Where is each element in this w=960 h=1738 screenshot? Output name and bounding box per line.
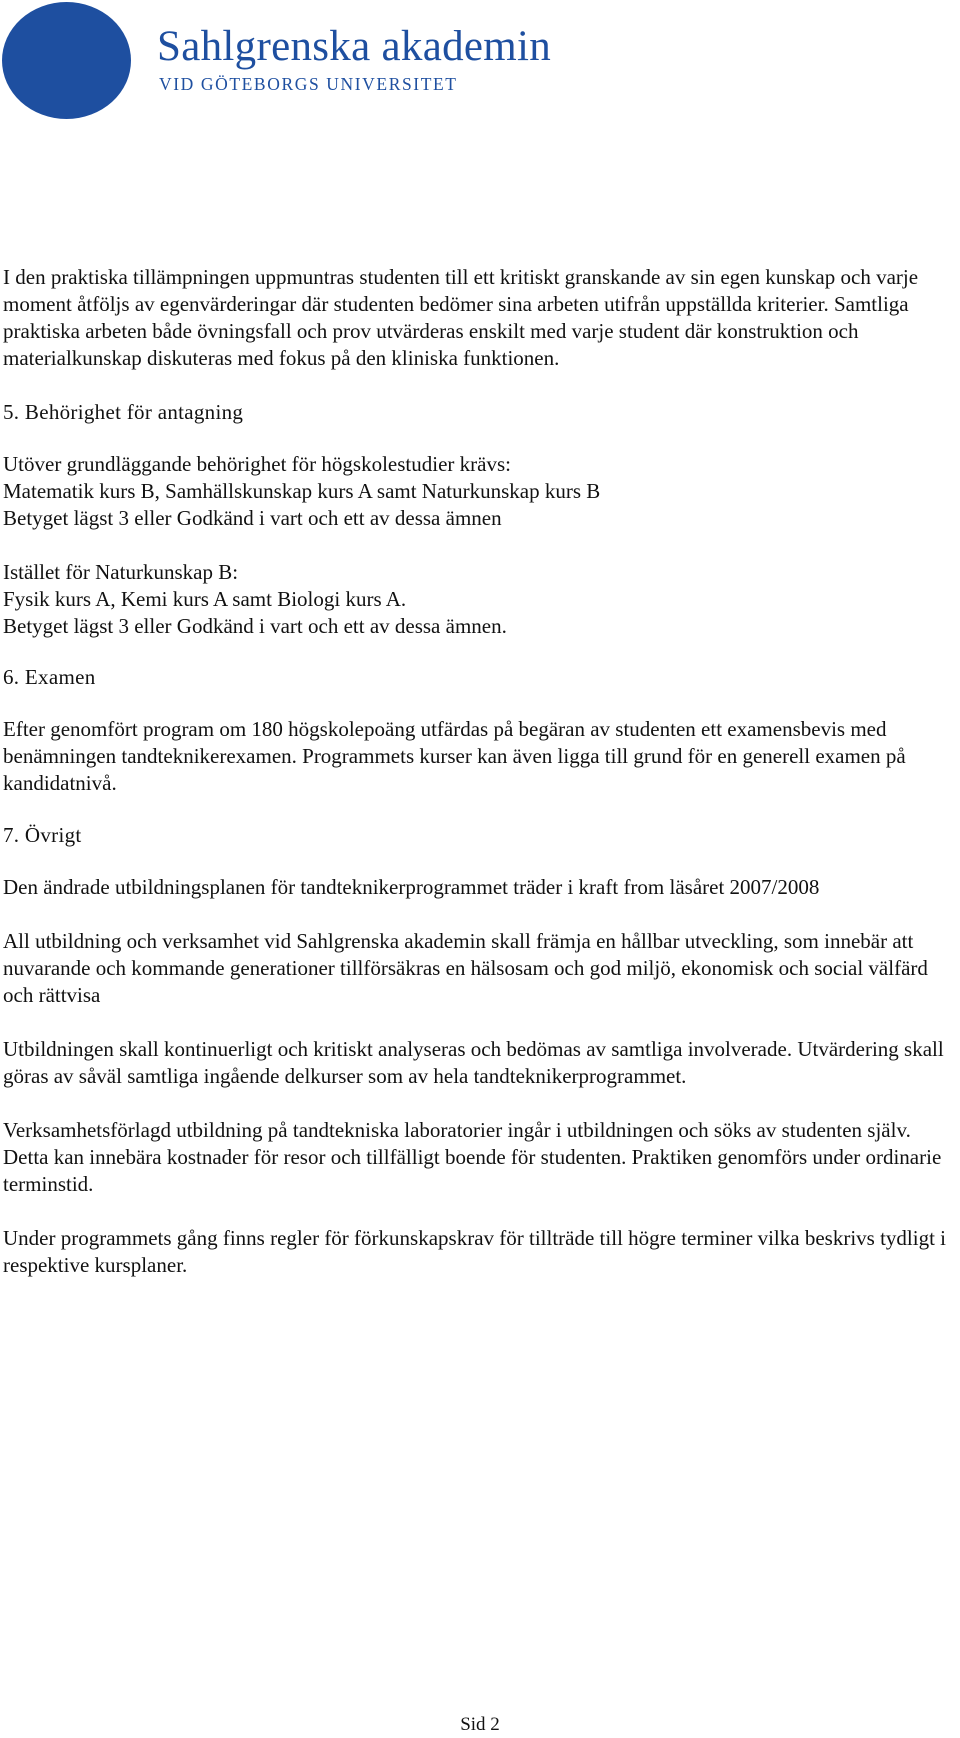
section-7-paragraph: Den ändrade utbildningsplanen för tandteknikerprogrammet träder i kraft from läsåret 2007/2008 <box>3 875 820 899</box>
intro-paragraph: I den praktiska tillämpningen uppmuntras studenten till ett kritiskt granskande av sin egen kunskap och varje moment åtföljs av egenvärderingar där studenten bedömer sina arbeten utifrån uppställda kriterier. Samtliga praktiska arbeten både övningsfall och prov utvärderas enskilt med varje student där konstruktion och materialkunskap diskuteras med fokus på den kliniska funktionen. <box>3 265 919 370</box>
section-7-paragraph: Utbildningen skall kontinuerligt och kritiskt analyseras och bedömas av samtliga involverade. Utvärdering skall göras av såväl samtliga ingående delkurser som av hela tandteknikerprogrammet. <box>3 1037 944 1088</box>
section-5-alt-line: Istället för Naturkunskap B: <box>3 560 239 584</box>
section-5-line: Matematik kurs B, Samhällskunskap kurs A samt Naturkunskap kurs B <box>3 479 601 503</box>
section-6-paragraph: Efter genomfört program om 180 högskolepoäng utfärdas på begäran av studenten ett examensbevis med benämningen tandteknikerexamen. Programmets kurser kan även ligga till grund för en generell examen på kandidatnivå. <box>3 717 906 795</box>
page-footer <box>0 1714 960 1736</box>
university-logo-icon <box>2 2 131 119</box>
logo-subtitle: VID GÖTEBORGS UNIVERSITET <box>159 74 458 94</box>
page-number: Sid 2 <box>460 1714 500 1735</box>
section-5-heading: 5. Behörighet för antagning <box>3 400 244 424</box>
section-5-alt-line: Betyget lägst 3 eller Godkänd i vart och ett av dessa ämnen. <box>3 614 507 638</box>
section-5-alt-line: Fysik kurs A, Kemi kurs A samt Biologi kurs A. <box>3 587 407 611</box>
section-6-heading: 6. Examen <box>3 665 96 689</box>
logo-name: Sahlgrenska akademin <box>157 23 552 70</box>
section-7-paragraph: Under programmets gång finns regler för förkunskapskrav för tillträde till högre terminer vilka beskrivs tydligt i respektive kursplaner. <box>3 1226 947 1277</box>
section-7-heading: 7. Övrigt <box>3 823 82 847</box>
university-header <box>2 2 602 120</box>
section-5-line: Utöver grundläggande behörighet för högskolestudier krävs: <box>3 452 511 476</box>
section-5-line: Betyget lägst 3 eller Godkänd i vart och ett av dessa ämnen <box>3 506 502 530</box>
document-body <box>3 264 955 1279</box>
section-7-paragraph: Verksamhetsförlagd utbildning på tandtekniska laboratorier ingår i utbildningen och söks av studenten själv. Detta kan innebära kostnader för resor och tillfälligt boende för studenten. Praktiken genomförs under ordinarie terminstid. <box>3 1118 942 1196</box>
section-7-paragraph: All utbildning och verksamhet vid Sahlgrenska akademin skall främja en hållbar utveckling, som innebär att nuvarande och kommande generationer tillförsäkras en hälsosam och god miljö, ekonomisk och social välfärd och rättvisa <box>3 929 928 1007</box>
